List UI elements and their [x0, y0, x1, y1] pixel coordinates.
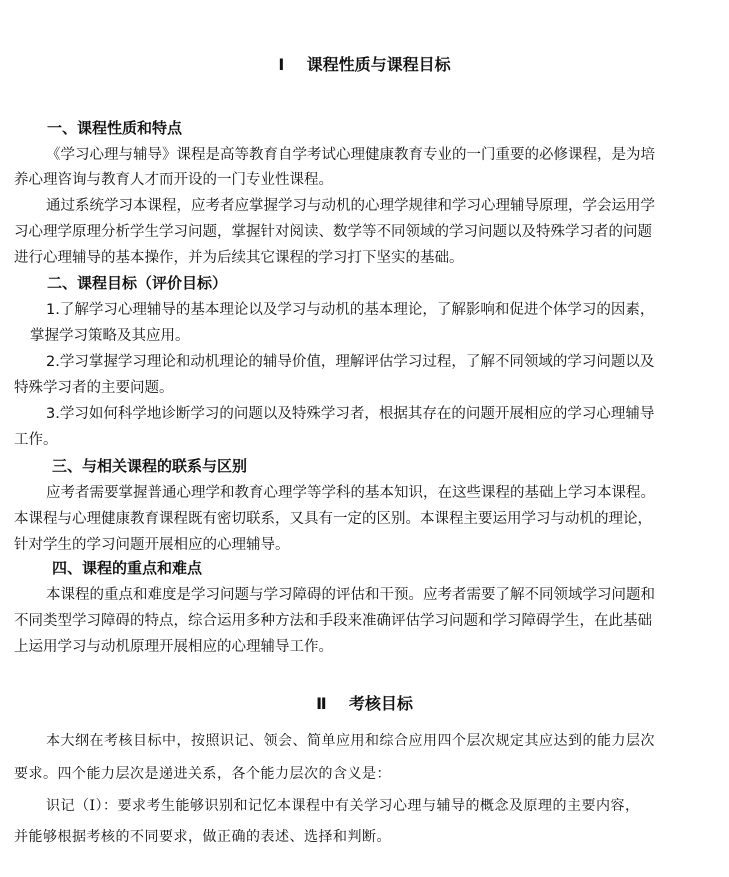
heading-course-nature: 一、课程性质和特点	[47, 119, 183, 137]
paragraph-line: 应考者需要掌握普通心理学和教育心理学等学科的基本知识，在这些课程的基础上学习本课程。	[46, 485, 655, 501]
paragraph-line: 进行心理辅导的基本操作，并为后续其它课程的学习打下坚实的基础。	[14, 250, 464, 266]
section-title-2: Ⅱ 考核目标	[316, 694, 413, 713]
paragraph-line: 并能够根据考核的不同要求，做正确的表述、选择和判断。	[14, 829, 391, 845]
heading-course-goals: 二、课程目标（评价目标）	[47, 274, 228, 292]
paragraph-line: 不同类型学习障碍的特点，综合运用多种方法和手段来准确评估学习问题和学习障碍学生，在此基础	[14, 613, 652, 629]
paragraph-line: 要求。四个能力层次是递进关系，各个能力层次的含义是：	[14, 766, 391, 782]
paragraph-line: 本课程的重点和难度是学习问题与学习障碍的评估和干预。应考者需要了解不同领域学习问题和	[46, 587, 655, 603]
paragraph-line: 特殊学习者的主要问题。	[14, 380, 174, 396]
paragraph-line: 本课程与心理健康教育课程既有密切联系，又具有一定的区别。本课程主要运用学习与动机的理论，	[14, 511, 652, 527]
paragraph-line: 针对学生的学习问题开展相应的心理辅导。	[14, 537, 290, 553]
paragraph-line: 上运用学习与动机原理开展相应的心理辅导工作。	[14, 639, 333, 655]
paragraph-line: 通过系统学习本课程，应考者应掌握学习与动机的心理学规律和学习心理辅导原理，学会运用学	[46, 198, 655, 214]
heading-related-courses: 三、与相关课程的联系与区别	[52, 457, 248, 475]
paragraph-line: 1.了解学习心理辅导的基本理论以及学习与动机的基本理论，了解影响和促进个体学习的因素，	[46, 302, 655, 318]
paragraph-line: 养心理咨询与教育人才而开设的一门专业性课程。	[14, 172, 333, 188]
paragraph-line: 识记（Ⅰ）：要求考生能够识别和记忆本课程中有关学习心理与辅导的概念及原理的主要内容，	[46, 798, 640, 814]
paragraph-line: 工作。	[14, 432, 58, 448]
section-title-1: Ⅰ 课程性质与课程目标	[278, 55, 451, 74]
paragraph-line: 掌握学习策略及其应用。	[30, 328, 190, 344]
paragraph-line: 2.学习掌握学习理论和动机理论的辅导价值，理解评估学习过程，了解不同领域的学习问题以及	[46, 354, 655, 370]
paragraph-line: 本大纲在考核目标中，按照识记、领会、简单应用和综合应用四个层次规定其应达到的能力层次	[46, 733, 655, 749]
heading-key-points: 四、课程的重点和难点	[52, 559, 203, 577]
paragraph-line: 习心理学原理分析学生学习问题，掌握针对阅读、数学等不同领域的学习问题以及特殊学习者的问题	[14, 224, 652, 240]
paragraph-line: 3.学习如何科学地诊断学习的问题以及特殊学习者，根据其存在的问题开展相应的学习心理辅导	[46, 406, 655, 422]
paragraph-line: 《学习心理与辅导》课程是高等教育自学考试心理健康教育专业的一门重要的必修课程，是为培	[46, 147, 655, 163]
